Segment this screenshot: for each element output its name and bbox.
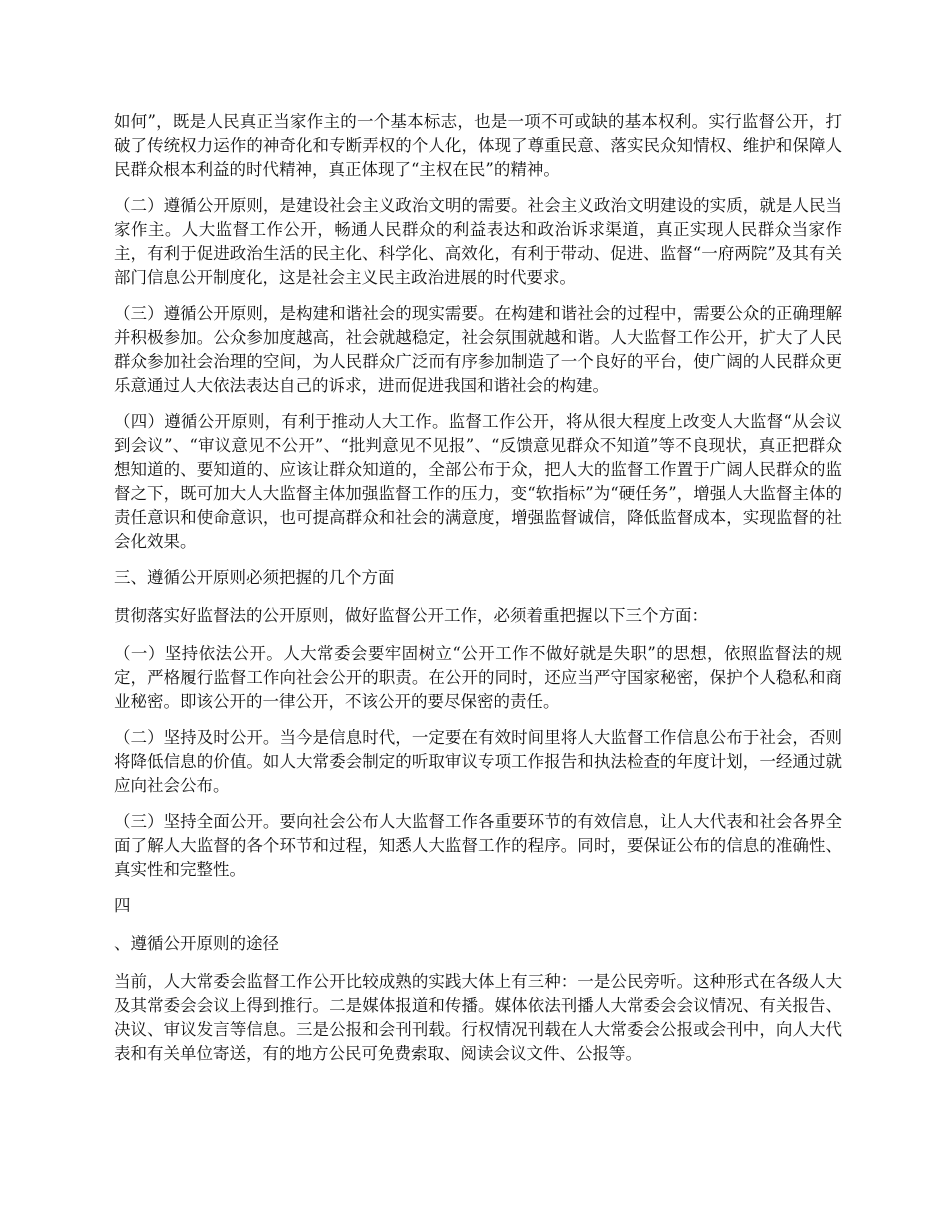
paragraph-lawful-disclosure: （一）坚持依法公开。人大常委会要牢固树立“公开工作不做好就是失职”的思想，依照监督法的规定，严格履行监督工作向社会公开的职责。在公开的同时，还应当严守国家秘密，保护个人稳私和商业秘密。即该公开的一律公开，不该公开的要尽保密的责任。 — [114, 644, 842, 711]
paragraph-timely-disclosure: （二）坚持及时公开。当今是信息时代，一定要在有效时间里将人大监督工作信息公布于社会，否则将降低信息的价值。如人大常委会制定的听取审议专项工作报告和执法检查的年度计划，一经通过就应向社会公布。 — [114, 728, 842, 795]
paragraph-three-aspects-intro: 贯彻落实好监督法的公开原则，做好监督公开工作，必须着重把握以下三个方面： — [114, 606, 708, 625]
section-heading-three: 三、遵循公开原则必须把握的几个方面 — [114, 568, 395, 587]
section-heading-four: 、遵循公开原则的途径 — [114, 934, 279, 953]
paragraph-political-civilization: （二）遵循公开原则，是建设社会主义政治文明的需要。社会主义政治文明建设的实质，就是人民当家作主。人大监督工作公开，畅通人民群众的利益表达和政治诉求渠道，真正实现人民群众当家作主，有利于促进政治生活的民主化、科学化、高效化，有利于带动、促进、监督“一府两院”及其有关部门信息公开制度化，这是社会主义民主政治进展的时代要求。 — [114, 196, 842, 287]
paragraph-intro-continuation: 如何”，既是人民真正当家作主的一个基本标志，也是一项不可或缺的基本权利。实行监督公开，打破了传统权力运作的神奇化和专断弄权的个人化，体现了尊重民意、落实民众知情权、维护和保障人民群众根本利益的时代精神，真正体现了“主权在民”的精神。 — [114, 112, 842, 179]
paragraph-practice-ways: 当前，人大常委会监督工作公开比较成熟的实践大体上有三种：一是公民旁听。这种形式在各级人大及其常委会会议上得到推行。二是媒体报道和传播。媒体依法刊播人大常委会会议情况、有关报告、决议、审议发言等信息。三是公报和会刊刊载。行权情况刊载在人大常委会公报或会刊中，向人大代表和有关单位寄送，有的地方公民可免费索取、阅读会议文件、公报等。 — [114, 972, 842, 1063]
paragraph-full-disclosure: （三）坚持全面公开。要向社会公布人大监督工作各重要环节的有效信息，让人大代表和社会各界全面了解人大监督的各个环节和过程，知悉人大监督工作的程序。同时，要保证公布的信息的准确性、真实性和完整性。 — [114, 812, 842, 879]
paragraph-harmonious-society: （三）遵循公开原则，是构建和谐社会的现实需要。在构建和谐社会的过程中，需要公众的正确理解并积极参加。公众参加度越高，社会就越稳定，社会氛围就越和谐。人大监督工作公开，扩大了人民群众参加社会治理的空间，为人民群众广泛而有序参加制造了一个良好的平台，使广阔的人民群众更乐意通过人大依法表达自己的诉求，进而促进我国和谐社会的构建。 — [114, 304, 842, 395]
paragraph-promote-npc-work: （四）遵循公开原则，有利于推动人大工作。监督工作公开，将从很大程度上改变人大监督“从会议到会议”、“审议意见不公开”、“批判意见不见报”、“反馈意见群众不知道”等不良现状，真正把群众想知道的、要知道的、应该让群众知道的，全部公布于众，把人大的监督工作置于广阔人民群众的监督之下，既可加大人大监督主体加强监督工作的压力，变“软指标”为“硬任务”，增强人大监督主体的责任意识和使命意识，也可提高群众和社会的满意度，增强监督诚信，降低监督成本，实现监督的社会化效果。 — [114, 412, 842, 551]
section-number-four: 四 — [114, 896, 131, 915]
document-body — [114, 110, 842, 1078]
